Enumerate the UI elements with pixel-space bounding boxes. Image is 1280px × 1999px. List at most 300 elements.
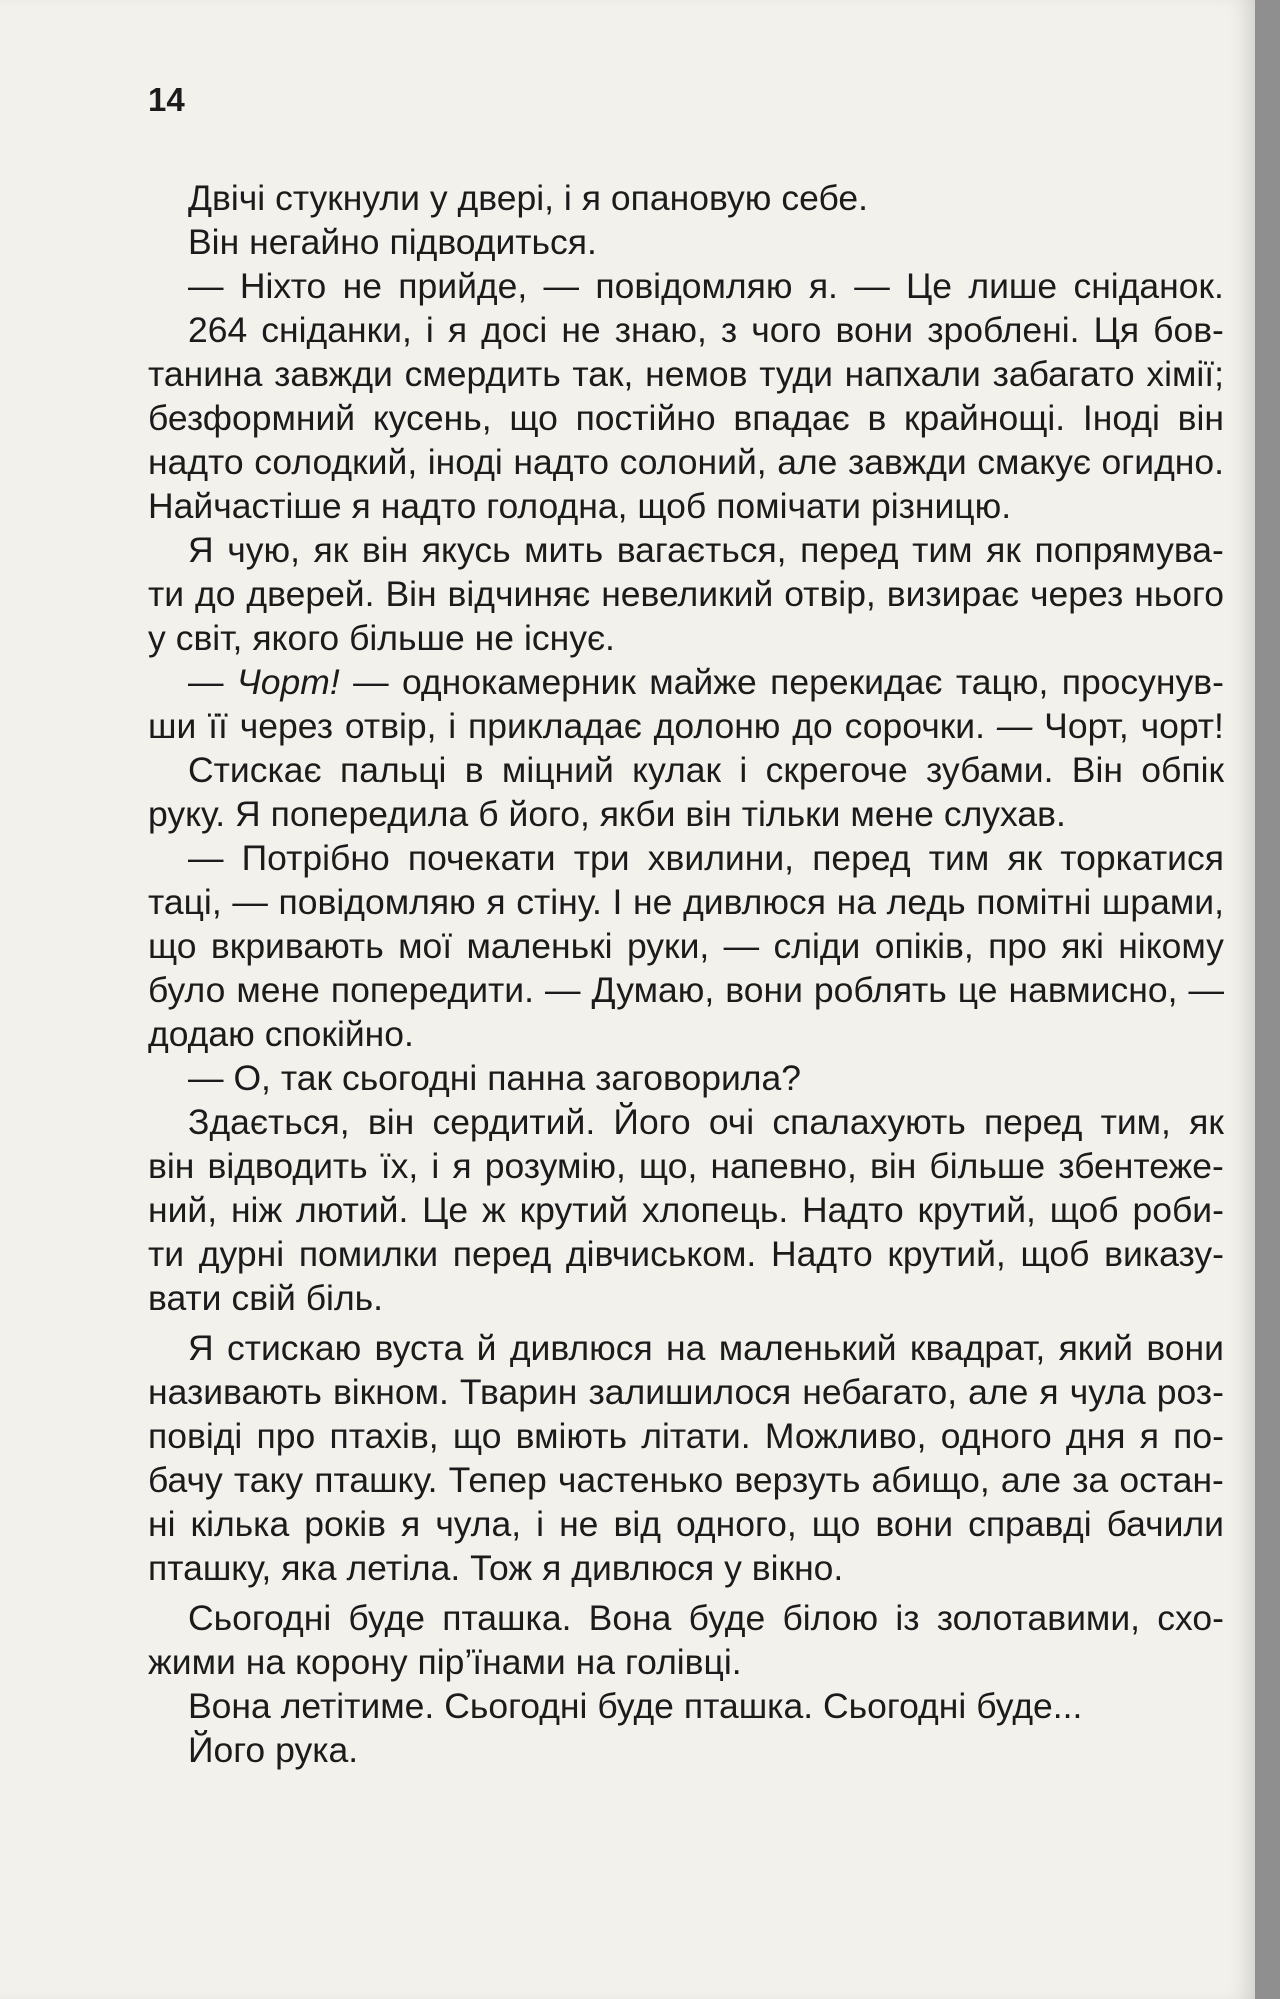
- word: який: [1058, 1328, 1133, 1368]
- text-line: [148, 1546, 1224, 1590]
- word: лише: [968, 266, 1058, 306]
- word: перекидає: [770, 662, 943, 702]
- word: сьогодні: [341, 1058, 478, 1098]
- word: які: [1061, 926, 1104, 966]
- word: білою: [782, 1598, 879, 1638]
- word: перед: [983, 1102, 1083, 1142]
- word: слухав.: [943, 794, 1066, 834]
- word: через: [239, 706, 333, 746]
- word: щоб: [637, 486, 707, 526]
- word: одного: [940, 1416, 1052, 1456]
- text-line: [148, 1326, 1224, 1370]
- word: дивлюся: [571, 1548, 715, 1588]
- word: спокійно.: [264, 1014, 414, 1054]
- word: мене: [850, 794, 934, 834]
- word: попередити.: [330, 970, 534, 1010]
- word: мене: [236, 970, 320, 1010]
- word: б: [478, 794, 499, 834]
- word: я: [401, 1504, 421, 1544]
- word: Двічі: [188, 178, 266, 218]
- word: він: [685, 794, 732, 834]
- word: Думаю,: [591, 970, 715, 1010]
- word: Сьогодні: [823, 1686, 967, 1726]
- text-line: [148, 1640, 1224, 1684]
- word: роблять: [813, 970, 947, 1010]
- word: тацю,: [955, 662, 1049, 702]
- word: я: [581, 178, 601, 218]
- text-line: [148, 176, 1224, 220]
- word: Вона: [188, 1686, 271, 1726]
- word: спалахують: [772, 1102, 966, 1142]
- word: О,: [233, 1058, 271, 1098]
- text-line: [148, 1684, 1224, 1728]
- text-line: [148, 572, 1224, 616]
- word: це: [957, 970, 998, 1010]
- word: —: [232, 882, 268, 922]
- word: завжди: [274, 354, 393, 394]
- text-line: [148, 924, 1224, 968]
- word: я: [1039, 1372, 1059, 1412]
- word: пальці: [339, 750, 447, 790]
- word: постійно: [575, 398, 716, 438]
- word: сніданки,: [261, 310, 412, 350]
- word: Я: [188, 530, 214, 570]
- word: —: [543, 266, 580, 306]
- word: у: [724, 1548, 742, 1588]
- text-line: [148, 484, 1224, 528]
- word: відчиняє: [447, 574, 591, 614]
- word: маленькі: [466, 926, 613, 966]
- word: одного,: [675, 1504, 797, 1544]
- word: вагається,: [616, 530, 787, 570]
- word: Я: [188, 1328, 214, 1368]
- word: дивлюся: [683, 882, 826, 922]
- word: буде: [348, 1598, 426, 1638]
- word: прикладає: [468, 706, 642, 746]
- word: шрами,: [1101, 882, 1224, 922]
- word: щоб: [1020, 1234, 1090, 1274]
- word: очі: [708, 1102, 755, 1142]
- word: мить: [524, 530, 604, 570]
- word: вуста: [374, 1328, 464, 1368]
- word: Ця: [1093, 310, 1140, 350]
- text-line: [148, 352, 1224, 396]
- word: щоб: [1049, 1190, 1119, 1230]
- word: невеликий: [601, 574, 774, 614]
- word: я: [447, 310, 468, 350]
- text-line: [148, 528, 1224, 572]
- text-line: [148, 616, 1224, 660]
- word: дурні: [198, 1234, 285, 1274]
- word: сердитий.: [432, 1102, 596, 1142]
- word: як: [313, 530, 349, 570]
- word: вікном.: [332, 1372, 449, 1412]
- word: Ніхто: [239, 266, 327, 306]
- word: попрямува-: [1034, 530, 1224, 570]
- word: нього: [1134, 574, 1224, 614]
- word: і: [431, 1146, 440, 1186]
- word: ти: [148, 1234, 185, 1274]
- word: за: [1072, 1460, 1109, 1500]
- word: роби-: [1132, 1190, 1224, 1230]
- word: крутий: [519, 1190, 629, 1230]
- word: лютий.: [296, 1190, 409, 1230]
- word: тим: [928, 838, 990, 878]
- word: знаю,: [614, 310, 707, 350]
- word: повідомляю: [595, 266, 793, 306]
- text-line: [148, 1100, 1224, 1144]
- text-line: [148, 792, 1224, 836]
- word: просунув-: [1061, 662, 1224, 702]
- word: перед: [800, 530, 899, 570]
- word: ніж: [230, 1190, 283, 1230]
- word: чорт!: [1140, 706, 1224, 746]
- word: чула: [1069, 1372, 1146, 1412]
- word: двері,: [457, 178, 554, 218]
- word: Я: [235, 794, 261, 834]
- word: негайно: [249, 222, 380, 262]
- word: Він: [188, 222, 240, 262]
- word: таку: [233, 1460, 304, 1500]
- word: досі: [481, 310, 548, 350]
- word: перед: [812, 838, 911, 878]
- word: що: [452, 1416, 502, 1456]
- word: у: [429, 178, 448, 218]
- word: Тепер: [448, 1460, 547, 1500]
- word: розумію,: [484, 1146, 626, 1186]
- word: Він: [1071, 750, 1123, 790]
- word: яка: [281, 1548, 337, 1588]
- word: однокамерник: [401, 662, 636, 702]
- word: й: [476, 1328, 497, 1368]
- word: на: [836, 882, 876, 922]
- word: їх,: [380, 1146, 419, 1186]
- word: більше: [929, 1146, 1046, 1186]
- word: якого: [252, 618, 340, 658]
- word: стискаю: [226, 1328, 362, 1368]
- word: стукнули: [275, 178, 420, 218]
- word: Його: [188, 1730, 266, 1770]
- text-line: [148, 1502, 1224, 1546]
- word: з: [720, 310, 738, 350]
- word: кулак: [632, 750, 722, 790]
- word: Можливо,: [764, 1416, 927, 1456]
- word: ши: [148, 706, 197, 746]
- word: квадрат,: [909, 1328, 1046, 1368]
- text-line: [148, 968, 1224, 1012]
- word: повіді: [148, 1416, 243, 1456]
- word: кусень,: [372, 398, 492, 438]
- word: але: [1000, 1460, 1062, 1500]
- word: безформний: [148, 398, 356, 438]
- word: ледь: [886, 882, 966, 922]
- word: голівці.: [624, 1642, 742, 1682]
- text-line: [148, 1414, 1224, 1458]
- word: —: [188, 838, 224, 878]
- text-line: [148, 880, 1224, 924]
- word: прийде,: [398, 266, 528, 306]
- word: крайнощі.: [904, 398, 1066, 438]
- word: ж: [482, 1190, 506, 1230]
- word: смердить: [404, 354, 561, 394]
- word: як: [1189, 1102, 1224, 1142]
- word: хімії;: [1146, 354, 1224, 394]
- word: туди: [759, 354, 833, 394]
- word: пташку.: [314, 1460, 438, 1500]
- word: на: [575, 1642, 616, 1682]
- word: отвір,: [784, 574, 876, 614]
- word: роз-: [1156, 1372, 1224, 1412]
- word: вони: [1146, 1328, 1224, 1368]
- word: він: [1177, 398, 1224, 438]
- word: його,: [508, 794, 590, 834]
- word: Чорт,: [1044, 706, 1129, 746]
- word: —: [188, 662, 224, 702]
- word: на: [245, 1642, 286, 1682]
- word: хлопець.: [641, 1190, 789, 1230]
- text-line: [148, 748, 1224, 792]
- word: себе.: [781, 178, 868, 218]
- word: вони: [875, 1504, 954, 1544]
- text-line: [148, 1232, 1224, 1276]
- word: але: [777, 442, 838, 482]
- word: він: [148, 1146, 195, 1186]
- word: було: [148, 970, 226, 1010]
- word: небагато,: [802, 1372, 958, 1412]
- word: Потрібно: [241, 838, 390, 878]
- word: не: [559, 1504, 599, 1544]
- word: —: [723, 926, 760, 966]
- word: нікому: [1118, 926, 1224, 966]
- word: він: [361, 530, 409, 570]
- word: повідомляю: [278, 882, 476, 922]
- word: вони: [725, 970, 803, 1010]
- word: Надто: [770, 1234, 873, 1274]
- word: остан-: [1119, 1460, 1224, 1500]
- word: опановую: [610, 178, 772, 218]
- word: вікно.: [751, 1548, 844, 1588]
- word: отвір,: [344, 706, 437, 746]
- word: буде: [597, 1686, 674, 1726]
- text-line: [148, 1276, 1224, 1320]
- word: не: [633, 882, 673, 922]
- word: і: [448, 706, 457, 746]
- page-number: 14: [148, 81, 185, 118]
- word: надто: [148, 442, 244, 482]
- word: до: [792, 706, 833, 746]
- word: надто: [513, 442, 610, 482]
- text-line: [148, 1728, 1224, 1772]
- word: зубами.: [926, 750, 1054, 790]
- word: крутий,: [917, 1190, 1036, 1230]
- word: Він: [385, 574, 437, 614]
- text-line: [148, 1188, 1224, 1232]
- text-line: [148, 1458, 1224, 1502]
- word: —: [1188, 970, 1224, 1010]
- word: як: [1007, 838, 1043, 878]
- word: збентеже-: [1058, 1146, 1224, 1186]
- word: я: [542, 1548, 562, 1588]
- word: —: [188, 1058, 224, 1098]
- word: чую,: [227, 530, 300, 570]
- word: чого: [751, 310, 822, 350]
- word: залишилося: [588, 1372, 792, 1412]
- word: дверей.: [246, 574, 375, 614]
- word: відводить: [207, 1146, 368, 1186]
- word: її: [208, 706, 228, 746]
- text-line: [148, 264, 1224, 308]
- word: голодна,: [486, 486, 628, 526]
- text-line: [148, 836, 1224, 880]
- word: майже: [649, 662, 757, 702]
- word: іноді: [427, 442, 503, 482]
- text-line: [148, 660, 1224, 704]
- text-line: [148, 1144, 1224, 1188]
- word: Найчастіше: [148, 486, 342, 526]
- word: летітиме.: [280, 1686, 435, 1726]
- word: заговорила?: [595, 1058, 801, 1098]
- word: кілька: [190, 1504, 290, 1544]
- word: пташка.: [442, 1598, 572, 1638]
- word: І: [612, 882, 623, 922]
- word: —: [353, 662, 389, 702]
- word: Тварин: [459, 1372, 578, 1412]
- word: визирає: [886, 574, 1020, 614]
- word: що: [509, 398, 558, 438]
- word: помічати: [716, 486, 862, 526]
- word: Його: [613, 1102, 691, 1142]
- word: я: [452, 1146, 472, 1186]
- word: що: [811, 1504, 861, 1544]
- word: вати: [148, 1278, 222, 1318]
- word: летіла.: [346, 1548, 461, 1588]
- word: він: [367, 1102, 415, 1142]
- word: жими: [148, 1642, 236, 1682]
- word: хвилини,: [647, 838, 795, 878]
- word: бов-: [1153, 310, 1224, 350]
- word: так,: [572, 354, 634, 394]
- word: до: [195, 574, 236, 614]
- word: із: [895, 1598, 920, 1638]
- word: про: [988, 926, 1047, 966]
- text-line: [148, 1596, 1224, 1640]
- word: свій: [231, 1278, 296, 1318]
- word: не: [561, 310, 601, 350]
- word: рука.: [275, 1730, 359, 1770]
- word: бачу: [148, 1460, 223, 1500]
- body-text: [148, 176, 1224, 1772]
- word: у: [148, 618, 166, 658]
- word: дивлюся: [509, 1328, 653, 1368]
- word: що,: [638, 1146, 698, 1186]
- word: вкривають: [210, 926, 384, 966]
- word: називають: [148, 1372, 322, 1412]
- word: три: [573, 838, 630, 878]
- word: більше: [349, 618, 465, 658]
- word: як: [986, 530, 1021, 570]
- word: мої: [398, 926, 453, 966]
- word: що: [148, 926, 197, 966]
- word: панна: [487, 1058, 586, 1098]
- word: буде...: [976, 1686, 1083, 1726]
- word: Сьогодні: [444, 1686, 588, 1726]
- word: в: [867, 398, 887, 438]
- word: вони: [835, 310, 914, 350]
- word: Чорт!: [236, 662, 340, 702]
- word: солоний,: [619, 442, 767, 482]
- word: схо-: [1157, 1598, 1224, 1638]
- word: тільки: [741, 794, 841, 834]
- word: я.: [808, 266, 838, 306]
- word: дня: [1065, 1416, 1126, 1456]
- word: смакує: [977, 442, 1091, 482]
- word: танина: [148, 354, 263, 394]
- word: абищо,: [871, 1460, 990, 1500]
- word: почекати: [407, 838, 556, 878]
- word: на: [666, 1328, 706, 1368]
- word: виказу-: [1104, 1234, 1224, 1274]
- word: напевно,: [710, 1146, 857, 1186]
- word: помилки: [298, 1234, 439, 1274]
- word: крутий,: [887, 1234, 1006, 1274]
- word: долоню: [653, 706, 781, 746]
- word: сніданок.: [1073, 266, 1224, 306]
- word: завжди: [847, 442, 967, 482]
- word: тим: [912, 530, 973, 570]
- word: 264: [188, 310, 248, 350]
- word: ний,: [148, 1190, 218, 1230]
- word: по-: [1173, 1416, 1224, 1456]
- word: навмисно,: [1008, 970, 1178, 1010]
- word: якби: [599, 794, 676, 834]
- word: —: [188, 266, 224, 306]
- word: Сьогодні: [188, 1598, 332, 1638]
- word: дівчиськом.: [565, 1234, 757, 1274]
- word: опіків,: [874, 926, 974, 966]
- word: огидно.: [1101, 442, 1224, 482]
- word: в: [464, 750, 484, 790]
- word: руки,: [626, 926, 710, 966]
- word: різницю.: [870, 486, 1012, 526]
- word: тим,: [1100, 1102, 1171, 1142]
- word: ні: [148, 1504, 176, 1544]
- word: Надто: [802, 1190, 904, 1230]
- word: Це: [422, 1190, 469, 1230]
- word: якусь: [421, 530, 511, 570]
- word: корону: [295, 1642, 408, 1682]
- word: помітні: [976, 882, 1092, 922]
- word: —: [854, 266, 890, 306]
- word: Вона: [588, 1598, 672, 1638]
- word: не: [474, 618, 515, 658]
- word: я: [351, 486, 371, 526]
- word: обпік: [1141, 750, 1224, 790]
- word: забагато: [992, 354, 1135, 394]
- word: верзуть: [734, 1460, 861, 1500]
- word: —: [996, 706, 1033, 746]
- word: років: [304, 1504, 387, 1544]
- word: перед: [452, 1234, 552, 1274]
- word: не: [342, 266, 382, 306]
- word: пташка.: [683, 1686, 814, 1726]
- word: існує.: [523, 618, 615, 658]
- word: пташку,: [148, 1548, 272, 1588]
- text-line: [148, 1056, 1224, 1100]
- word: торкатися: [1060, 838, 1224, 878]
- word: частенько: [557, 1460, 724, 1500]
- word: світ,: [175, 618, 243, 658]
- word: птахів,: [329, 1416, 439, 1456]
